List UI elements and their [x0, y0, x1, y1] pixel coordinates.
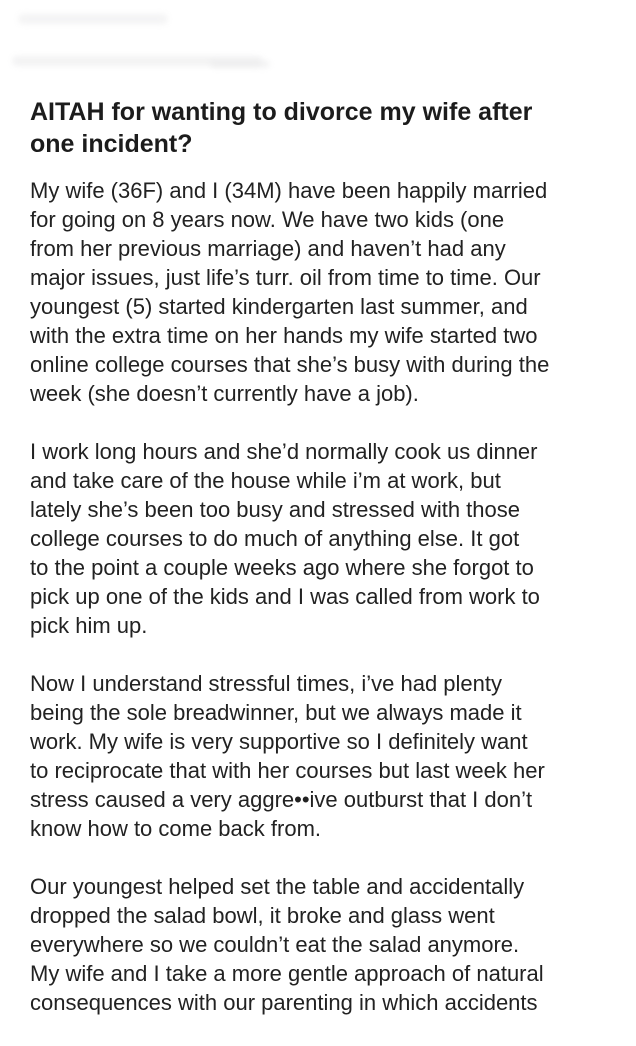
- body-line: online college courses that she’s busy with during the: [30, 352, 550, 377]
- post-title: [30, 96, 616, 160]
- title-line: AITAH for wanting to divorce my wife after: [30, 98, 533, 126]
- body-paragraph: [30, 669, 616, 843]
- body-line: Our youngest helped set the table and accidentally: [30, 874, 525, 899]
- body-line: major issues, just life’s turr. oil from time to time. Our: [30, 265, 541, 290]
- body-line: youngest (5) started kindergarten last summer, and: [30, 294, 528, 319]
- body-line: being the sole breadwinner, but we always made it: [30, 700, 522, 725]
- body-line: My wife (36F) and I (34M) have been happily married: [30, 178, 548, 203]
- body-line: for going on 8 years now. We have two kids (one: [30, 207, 505, 232]
- body-line: with the extra time on her hands my wife started two: [30, 323, 538, 348]
- body-line: dropped the salad bowl, it broke and glass went: [30, 903, 495, 928]
- post-body: [30, 176, 616, 1017]
- body-paragraph: [30, 437, 616, 640]
- blurred-meta-line: [210, 60, 270, 68]
- body-line: from her previous marriage) and haven’t had any: [30, 236, 506, 261]
- body-line: week (she doesn’t currently have a job).: [30, 381, 419, 406]
- body-line: work. My wife is very supportive so I definitely want: [30, 729, 528, 754]
- body-line: Now I understand stressful times, i’ve had plenty: [30, 671, 503, 696]
- body-line: everywhere so we couldn’t eat the salad anymore.: [30, 932, 520, 957]
- body-line: and take care of the house while i’m at work, but: [30, 468, 501, 493]
- body-line: lately she’s been too busy and stressed with those: [30, 497, 521, 522]
- body-paragraph: [30, 176, 616, 408]
- blurred-header-line: [18, 14, 168, 24]
- body-line: stress caused a very aggre••ive outburst that I don’t: [30, 787, 533, 812]
- body-line: to reciprocate that with her courses but last week her: [30, 758, 545, 783]
- body-paragraph: [30, 872, 616, 1017]
- body-line: pick him up.: [30, 613, 148, 638]
- blurred-post-header: [0, 0, 636, 85]
- body-line: college courses to do much of anything else. It got: [30, 526, 520, 551]
- body-line: I work long hours and she’d normally cook us dinner: [30, 439, 538, 464]
- body-line: consequences with our parenting in which accidents: [30, 990, 538, 1015]
- body-line: know how to come back from.: [30, 816, 322, 841]
- post-content: [30, 96, 616, 1046]
- body-line: My wife and I take a more gentle approach of natural: [30, 961, 544, 986]
- title-line: one incident?: [30, 130, 193, 158]
- body-line: pick up one of the kids and I was called from work to: [30, 584, 540, 609]
- body-line: to the point a couple weeks ago where she forgot to: [30, 555, 534, 580]
